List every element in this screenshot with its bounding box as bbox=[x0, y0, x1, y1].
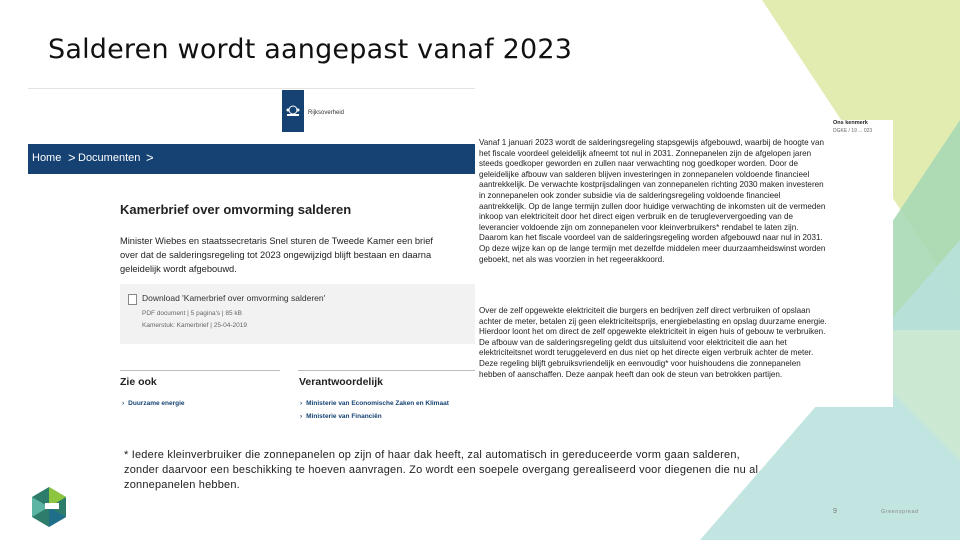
breadcrumb-documenten[interactable]: Documenten bbox=[78, 152, 141, 164]
kenmerk-label: Ons kenmerk bbox=[833, 120, 868, 126]
link-label: Ministerie van Financiën bbox=[306, 413, 382, 420]
link-label: Ministerie van Economische Zaken en Klimaat bbox=[306, 400, 449, 407]
download-meta: PDF document | 5 pagina's | 85 kB bbox=[142, 310, 243, 317]
rijksoverheid-page-screenshot bbox=[28, 88, 475, 433]
divider bbox=[298, 370, 475, 371]
chevron-right-icon: > bbox=[68, 150, 76, 165]
verantwoordelijk-link-ezk[interactable] bbox=[300, 400, 449, 407]
letter-paragraph: Over de zelf opgewekte elektriciteit die burgers en bedrijven zelf direct verbruiken of opslaan achter de meter, betalen zij geen elektriciteitsprijs, energiebelasting en opslag duurzame energie. Hierdoor loont het om direct de zelf opgewekte elektriciteit in eigen huis of gebouw te verbruiken. De afbouw van de salderingsregeling geldt dus uitsluitend voor elektriciteit die aan het elektriciteitsnet wordt teruggeleverd en dus niet op het directe eigen verbruik achter de meter. Deze regeling blijft gebruiksvriendelijk en eenvoudig* voor huishoudens die zonnepanelen hebben of aanschaffen. Deze aanpak heeft dan ook de steun van betrokken partijen. bbox=[479, 306, 827, 379]
footnote: * Iedere kleinverbruiker die zonnepanelen op zijn of haar dak heeft, zal automatisch in gereduceerde vorm gaan salderen, zonder daarvoor een beschikking te hoeven aanvragen. Zo wordt een soepele overgang gerealiseerd voor diegenen die nu al zonnepanelen hebben. bbox=[124, 449, 759, 491]
divider bbox=[28, 88, 475, 89]
breadcrumb-home[interactable]: Home bbox=[32, 152, 62, 164]
footer-brand: Greenspread bbox=[881, 509, 919, 515]
chevron-right-icon: › bbox=[122, 400, 125, 407]
document-title: Kamerbrief over omvorming salderen bbox=[120, 202, 352, 217]
download-box bbox=[120, 284, 475, 344]
coat-of-arms-icon bbox=[285, 104, 301, 118]
kenmerk-value: DGKE / 19 ... 023 bbox=[833, 128, 873, 134]
zie-ook-link-duurzame-energie[interactable] bbox=[122, 400, 185, 407]
page-number: 9 bbox=[833, 508, 837, 515]
verantwoordelijk-link-financien[interactable] bbox=[300, 413, 382, 420]
slide-title: Salderen wordt aangepast vanaf 2023 bbox=[48, 34, 573, 65]
chevron-right-icon: > bbox=[146, 150, 154, 165]
download-link[interactable]: Download 'Kamerbrief over omvorming salderen' bbox=[142, 293, 326, 303]
letter-excerpt bbox=[475, 120, 893, 407]
greenspread-logo bbox=[30, 485, 68, 529]
divider bbox=[120, 370, 280, 371]
logo-wordmark: Rijksoverheid bbox=[308, 110, 345, 116]
chevron-right-icon: › bbox=[300, 413, 303, 420]
breadcrumb bbox=[28, 144, 475, 174]
rijksoverheid-logo[interactable] bbox=[282, 90, 304, 132]
document-intro: Minister Wiebes en staatssecretaris Snel sturen de Tweede Kamer een brief over dat de salderingsregeling tot 2023 ongewijzigd blijft bestaan en daarna geleidelijk wordt afgebouwd. bbox=[120, 236, 433, 274]
verantwoordelijk-heading: Verantwoordelijk bbox=[299, 376, 384, 388]
download-meta: Kamerstuk: Kamerbrief | 25-04-2019 bbox=[142, 322, 248, 329]
link-label: Duurzame energie bbox=[128, 400, 185, 407]
letter-paragraph: Vanaf 1 januari 2023 wordt de salderingsregeling stapsgewijs afgebouwd, waarbij de hoogte van het fiscale voordeel geleidelijk afneemt tot nul in 2031. Zonnepanelen zijn de afgelopen jaren steeds goedkoper geworden en zullen naar verwachting nog goedkoper worden. Door de geleidelijke afbouw van salderen blijven investeringen in zonnepanelen voldoende financieel aantrekkelijk. De verwachte kostprijsdalingen van zonnepanelen richting 2030 maken investeren in zonnepanelen ook zonder subsidie via de salderingsregeling voldoende financieel aantrekkelijk. Op de lange termijn zullen door huidige verwachting de inkomsten uit de vermeden inkoop van elektriciteit door het direct eigen verbruik en de terugleververgoeding van de leverancier voldoende zijn om zonnepanelen voor kleinverbruikers* rendabel te laten zijn. Daarom kan het fiscale voordeel van de salderingsregeling worden afgebouwd naar nul in 2031. Op deze wijze kan op de lange termijn met dezelfde middelen meer duurzaamheidswinst worden geboekt, net als was voorzien in het regeerakkoord. bbox=[479, 138, 826, 264]
zie-ook-heading: Zie ook bbox=[120, 376, 157, 388]
pdf-file-icon bbox=[128, 294, 137, 305]
chevron-right-icon: › bbox=[300, 400, 303, 407]
